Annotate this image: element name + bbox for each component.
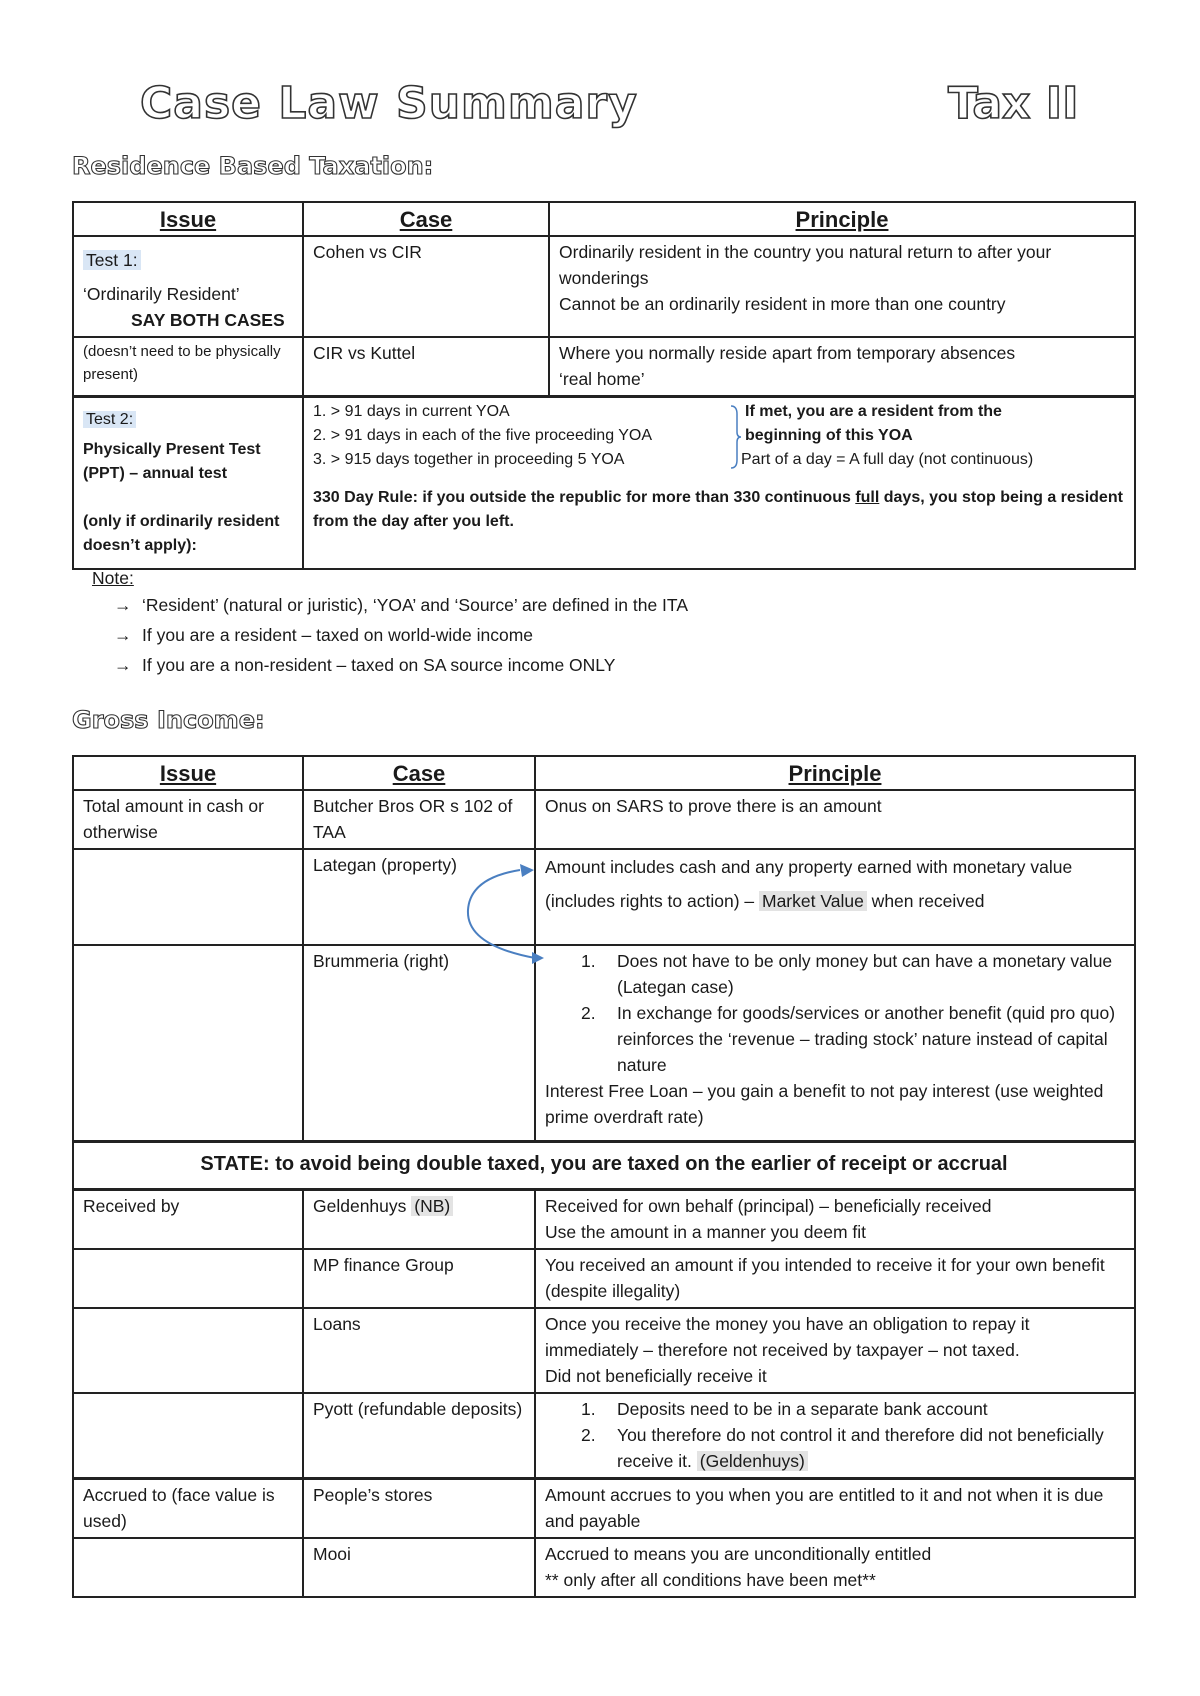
notes-block	[92, 566, 688, 680]
principle-cell	[535, 1189, 1135, 1249]
test-label: Test 1:	[83, 250, 141, 270]
criteria-item: 2. > 91 days in each of the five proceeding YOA	[313, 427, 653, 444]
case-cell: People’s stores	[303, 1478, 535, 1538]
table-row	[73, 1393, 1135, 1479]
test-label: Test 2:	[83, 411, 136, 428]
case-cell: Loans	[303, 1308, 535, 1393]
issue-text: Physically Present Test (PPT) – annual test	[83, 441, 261, 482]
issue-note: (only if ordinarily resident doesn’t apply):	[83, 513, 280, 554]
criteria-item: 1. > 91 days in current YOA	[313, 403, 510, 420]
principle-line: Did not beneficially receive it	[545, 1365, 767, 1386]
document-title: Case Law Summary	[140, 78, 638, 129]
gross-income-heading: Gross Income:	[72, 706, 265, 734]
column-header-issue: Issue	[73, 202, 303, 236]
gross-income-table	[72, 755, 1136, 1598]
note-text: If you are a resident – taxed on world-wide income	[142, 625, 534, 645]
table-row	[73, 849, 1135, 945]
column-header-principle: Principle	[549, 202, 1135, 236]
arrow-right-icon: →	[114, 625, 132, 645]
principle-cell	[535, 849, 1135, 945]
principle-line: Accrued to means you are unconditionally entitled	[545, 1543, 932, 1564]
note-text: If you are a non-resident – taxed on SA source income ONLY	[142, 655, 616, 675]
issue-cell	[73, 1308, 303, 1393]
case-cell: Mooi	[303, 1538, 535, 1597]
issue-cell: (doesn’t need to be physically present)	[73, 337, 303, 397]
criteria-item: 3. > 915 days together in proceeding 5 YOA	[313, 451, 625, 468]
table-row	[73, 1308, 1135, 1393]
residence-heading: Residence Based Taxation:	[72, 152, 434, 180]
state-banner: STATE: to avoid being double taxed, you are taxed on the earlier of receipt or accrual	[73, 1141, 1135, 1189]
case-cell: Pyott (refundable deposits)	[303, 1393, 535, 1479]
principle-cell: You received an amount if you intended to receive it for your own benefit (despite illegality)	[535, 1249, 1135, 1308]
case-cell: Butcher Bros OR s 102 of TAA	[303, 790, 535, 849]
residence-table	[72, 201, 1136, 570]
note-item	[92, 620, 688, 650]
principle-line: ‘real home’	[559, 369, 645, 389]
issue-cell: Accrued to (face value is used)	[73, 1478, 303, 1538]
issue-text: ‘Ordinarily Resident’	[83, 284, 240, 304]
issue-cell	[73, 849, 303, 945]
principle-cell	[535, 1308, 1135, 1393]
issue-cell	[73, 945, 303, 1141]
issue-cell: Received by	[73, 1189, 303, 1249]
day-rule-text: 330 Day Rule: if you outside the republic for more than 330 continuous	[313, 489, 856, 506]
table-header-row	[73, 202, 1135, 236]
ppt-result: If met, you are a resident from the beginning of this YOA	[745, 403, 1002, 444]
issue-cell	[73, 1249, 303, 1308]
principle-line: Where you normally reside apart from temporary absences	[559, 343, 1016, 363]
list-text: You therefore do not control it and therefore did not beneficially receive it.	[617, 1424, 1104, 1471]
document-subject: Tax II	[948, 78, 1079, 129]
principle-line: Received for own behalf (principal) – beneficially received	[545, 1195, 992, 1216]
principle-list	[545, 948, 1125, 1078]
case-highlight: (NB)	[411, 1196, 453, 1216]
table-row	[73, 236, 1135, 337]
issue-cell	[73, 397, 303, 569]
principle-extra: Interest Free Loan – you gain a benefit to not pay interest (use weighted prime overdraft rate)	[545, 1081, 1104, 1127]
principle-cell	[549, 337, 1135, 397]
list-text: Does not have to be only money but can have a monetary value (Lategan case)	[617, 951, 1113, 997]
list-text: Deposits need to be in a separate bank account	[617, 1398, 988, 1419]
list-number: 1.	[581, 951, 596, 971]
curved-arrow-icon	[440, 860, 580, 970]
column-header-case: Case	[303, 756, 535, 790]
principle-text: when received	[866, 891, 985, 911]
note-item	[92, 590, 688, 620]
principle-line: Ordinarily resident in the country you natural return to after your wonderings	[559, 242, 1052, 288]
column-header-case: Case	[303, 202, 549, 236]
list-number: 1.	[581, 1398, 596, 1419]
principle-cell: Onus on SARS to prove there is an amount	[535, 790, 1135, 849]
case-cell: CIR vs Kuttel	[303, 337, 549, 397]
principle-highlight: Market Value	[759, 891, 867, 911]
list-item	[545, 1000, 1125, 1078]
day-rule-text: days, you stop being a resident from the day after you left.	[313, 489, 1123, 530]
list-item	[545, 948, 1125, 1000]
table-row	[73, 1141, 1135, 1189]
case-text: Geldenhuys	[313, 1195, 412, 1216]
column-header-issue: Issue	[73, 756, 303, 790]
principle-line: Cannot be an ordinarily resident in more than one country	[559, 294, 1006, 314]
case-cell: MP finance Group	[303, 1249, 535, 1308]
principle-cell: Amount accrues to you when you are entitled to it and not when it is due and payable	[535, 1478, 1135, 1538]
principle-cell	[535, 945, 1135, 1141]
principle-line: Use the amount in a manner you deem fit	[545, 1221, 867, 1242]
principle-line: ** only after all conditions have been met**	[545, 1569, 876, 1590]
principle-list	[545, 1396, 1125, 1474]
note-label: Note:	[92, 568, 134, 588]
principle-cell	[549, 236, 1135, 337]
note-text: ‘Resident’ (natural or juristic), ‘YOA’ and ‘Source’ are defined in the ITA	[142, 595, 688, 615]
issue-cell	[73, 1538, 303, 1597]
table-row	[73, 397, 1135, 569]
table-row	[73, 1249, 1135, 1308]
case-cell: Lategan (property)	[303, 849, 535, 945]
case-cell: Cohen vs CIR	[303, 236, 549, 337]
issue-cell	[73, 1393, 303, 1479]
issue-note: SAY BOTH CASES	[131, 310, 285, 330]
principle-cell	[535, 1393, 1135, 1479]
list-item	[545, 1422, 1125, 1474]
day-rule-emphasis: full	[855, 489, 880, 506]
list-highlight: (Geldenhuys)	[697, 1451, 808, 1471]
ppt-result-note: Part of a day = A full day (not continuous)	[741, 451, 1034, 468]
case-cell: Brummeria (right)	[303, 945, 535, 1141]
table-header-row	[73, 756, 1135, 790]
case-cell	[303, 1189, 535, 1249]
table-row	[73, 1538, 1135, 1597]
list-number: 2.	[581, 1003, 596, 1023]
list-number: 2.	[581, 1424, 596, 1445]
principle-line: Once you receive the money you have an obligation to repay it immediately – therefore not received by taxpayer – not taxed.	[545, 1313, 1030, 1360]
ppt-criteria-cell	[303, 397, 1135, 569]
table-row	[73, 945, 1135, 1141]
table-row	[73, 790, 1135, 849]
issue-cell	[73, 236, 303, 337]
principle-cell	[535, 1538, 1135, 1597]
arrow-right-icon: →	[114, 595, 132, 615]
column-header-principle: Principle	[535, 756, 1135, 790]
list-text: In exchange for goods/services or another benefit (quid pro quo) reinforces the ‘revenue – trading stock’ nature instead of capital nature	[617, 1003, 1116, 1075]
issue-cell: Total amount in cash or otherwise	[73, 790, 303, 849]
table-row	[73, 337, 1135, 397]
note-item	[92, 650, 688, 680]
table-row	[73, 1189, 1135, 1249]
table-row	[73, 1478, 1135, 1538]
arrow-right-icon: →	[114, 655, 132, 675]
list-item	[545, 1396, 1125, 1422]
principle-text: Amount includes cash and any property earned with monetary value (includes rights to action) –	[545, 857, 1073, 911]
day-rule	[313, 486, 1125, 534]
